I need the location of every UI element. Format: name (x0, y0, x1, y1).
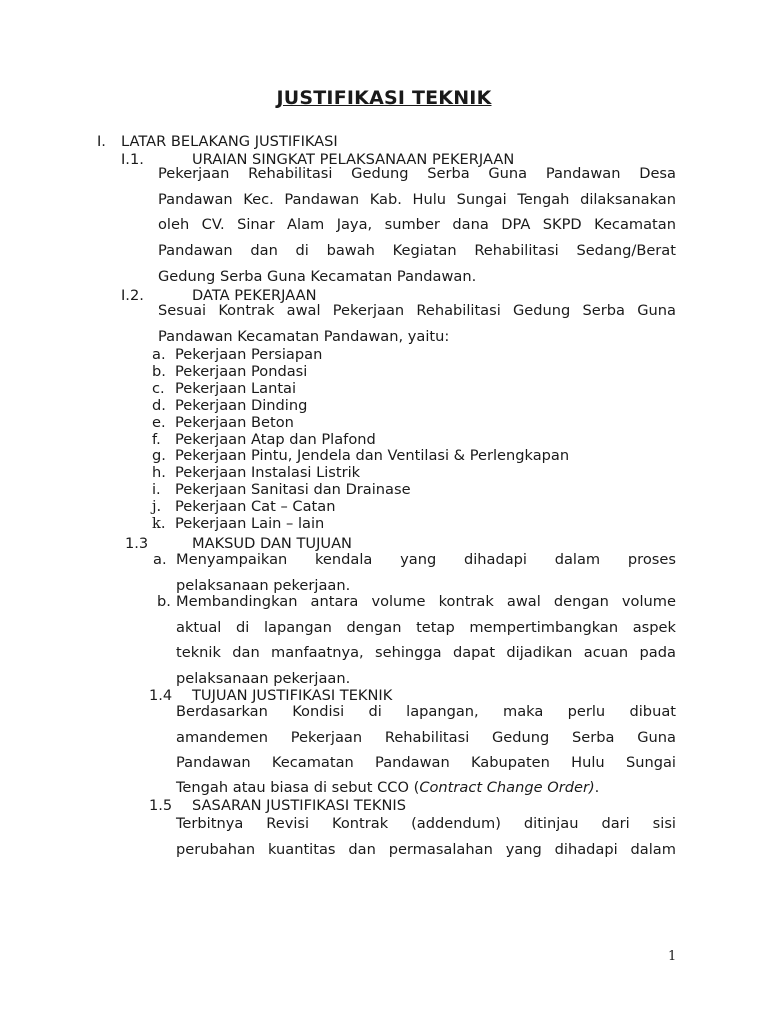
list-item: Pekerjaan Lain – lain (175, 515, 325, 532)
word: dalam (554, 551, 601, 568)
word: Kabupaten (470, 754, 550, 772)
subsection-number: I.1. (121, 151, 144, 168)
word: Sinar (237, 216, 275, 234)
cco-suffix: . (594, 779, 600, 796)
section-heading: LATAR BELAKANG JUSTIFIKASI (121, 133, 338, 150)
word: Serba (427, 165, 470, 182)
word: Kondisi (292, 703, 345, 720)
list-item: Pekerjaan Pintu, Jendela dan Ventilasi & Perlengkapan (175, 447, 570, 465)
word: sehingga (375, 644, 442, 662)
text-line (176, 811, 676, 837)
word: dihadapi (554, 840, 618, 858)
word: dan (232, 644, 260, 662)
word: dalam (630, 840, 676, 858)
word: Gedung (512, 302, 571, 319)
word: Rehabilitasi (474, 242, 559, 260)
word: perubahan (176, 840, 256, 858)
list-marker: c. (152, 379, 165, 397)
word: Sesuai (158, 302, 207, 319)
word: Pekerjaan (158, 165, 230, 182)
word: di (295, 242, 309, 260)
list-item: Pekerjaan Instalasi Listrik (175, 464, 361, 482)
word: dilaksanakan (580, 190, 676, 208)
word: Kecamatan (594, 216, 676, 234)
word: kontrak (438, 593, 494, 610)
word: Guna (488, 165, 528, 182)
subsection-number: 1.3 (125, 535, 149, 552)
word: DPA (501, 216, 531, 234)
subsection-heading: MAKSUD DAN TUJUAN (192, 535, 352, 552)
word: perlu (567, 703, 606, 720)
word: awal (506, 593, 541, 610)
word: pelaksanaan pekerjaan. (176, 576, 351, 594)
word: Hulu (412, 190, 447, 208)
word: Pekerjaan (332, 302, 405, 319)
word: Rehabilitasi (384, 728, 470, 746)
list-marker: g. (152, 447, 166, 465)
word: Membandingkan (176, 593, 298, 610)
word: dengan (346, 618, 402, 636)
word: antara (310, 593, 359, 610)
word: sumber (384, 216, 440, 234)
paragraph-tujuan-last-line (176, 779, 599, 796)
word: SKPD (542, 216, 582, 234)
subsection-heading: DATA PEKERJAAN (192, 287, 317, 304)
word: dan (348, 840, 376, 858)
word: kendala (315, 551, 373, 568)
list-item: Pekerjaan Atap dan Plafond (175, 430, 376, 448)
list-item: Pekerjaan Dinding (175, 396, 308, 414)
word: teknik (176, 644, 221, 662)
list-marker: e. (152, 413, 166, 431)
word: Sedang/Berat (576, 242, 676, 260)
paragraph-tujuan (176, 699, 676, 776)
word: yang (400, 551, 437, 568)
word: dibuat (629, 703, 676, 720)
word: maka (503, 703, 544, 720)
word: pada (639, 644, 676, 662)
word: oleh (158, 216, 190, 234)
list-marker: f. (152, 430, 161, 448)
text-line (158, 238, 676, 264)
word: Rehabilitasi (416, 302, 501, 319)
word: Kab. (369, 190, 402, 208)
page-number: 1 (668, 949, 677, 964)
word: dengan (553, 593, 609, 610)
word: sisi (652, 815, 676, 832)
paragraph-uraian (158, 161, 676, 289)
cco-italic: Contract Change Order) (419, 779, 595, 796)
word: di (236, 618, 250, 636)
word: Tengah (517, 190, 570, 208)
list-item: Pekerjaan Pondasi (175, 362, 308, 380)
list-marker: b. (152, 362, 166, 380)
word: dihadapi (463, 551, 527, 568)
word: volume (621, 593, 676, 610)
word: proses (627, 551, 676, 568)
text-line (176, 547, 676, 573)
text-line (176, 725, 676, 751)
list-marker: h. (152, 464, 166, 482)
list-marker: j. (152, 498, 162, 516)
subsection-number: 1.4 (149, 687, 173, 704)
word: Hulu (571, 754, 605, 772)
word: Pandawan (176, 754, 251, 772)
word: lapangan (263, 618, 332, 636)
list-marker: b. (157, 593, 171, 610)
word: Pandawan (158, 190, 233, 208)
list-marker: i. (152, 481, 161, 499)
list-marker: a. (153, 551, 167, 568)
text-line (176, 699, 676, 725)
word: (addendum) (411, 815, 501, 832)
word: Sungai (625, 754, 676, 772)
word: Guna (637, 302, 676, 319)
word: Gedung (351, 165, 409, 182)
word: di (368, 703, 382, 720)
word: Kec. (243, 190, 274, 208)
text-line (158, 264, 676, 290)
list-item: Pekerjaan Persiapan (175, 346, 323, 363)
list-item: Pekerjaan Sanitasi dan Drainase (175, 481, 411, 499)
word: Gedung (491, 728, 550, 746)
word: Kontrak (332, 815, 389, 832)
word: dari (601, 815, 630, 832)
subsection-number: I.2. (121, 287, 144, 304)
word: ditinjau (523, 815, 579, 832)
section-number: I. (97, 133, 106, 150)
word: Serba (582, 302, 625, 319)
document-title: JUSTIFIKASI TEKNIK (276, 87, 492, 109)
word: aktual (176, 618, 222, 636)
word: Pekerjaan (290, 728, 363, 746)
word: Menyampaikan (176, 551, 288, 568)
list-marker: a. (152, 346, 166, 363)
subsection-heading: SASARAN JUSTIFIKASI TEKNIS (192, 797, 406, 814)
paragraph-sasaran (176, 811, 676, 862)
word: Kontrak (218, 302, 275, 319)
objective-item-b (176, 589, 676, 692)
word: Pandawan (158, 242, 233, 260)
text-line (176, 837, 676, 863)
word: Rehabilitasi (248, 165, 333, 182)
word: dijadikan (506, 644, 573, 662)
subsection-heading: URAIAN SINGKAT PELAKSANAAN PEKERJAAN (192, 151, 515, 168)
word: Terbitnya (176, 815, 244, 832)
word: yang (505, 840, 542, 858)
paragraph-data-pekerjaan (158, 298, 676, 349)
word: Pandawan (545, 165, 621, 182)
word: dana (452, 216, 489, 234)
word: bawah (326, 242, 375, 260)
list-marker: d. (152, 396, 166, 414)
text-line (158, 212, 676, 238)
text-line (158, 298, 676, 324)
word: permasalahan (388, 840, 493, 858)
word: amandemen (176, 728, 269, 746)
word: pelaksanaan pekerjaan. (176, 670, 351, 688)
word: lapangan, (406, 703, 479, 720)
word: Kegiatan (392, 242, 457, 260)
text-line (158, 187, 676, 213)
list-item: Pekerjaan Beton (175, 413, 294, 431)
word: Jaya, (336, 216, 373, 234)
word: Berdasarkan (176, 703, 268, 720)
text-line (176, 589, 676, 615)
word: aspek (632, 618, 676, 636)
list-item: Pekerjaan Cat – Catan (175, 498, 336, 516)
text-line (176, 640, 676, 666)
text-line (158, 161, 676, 187)
word: Pandawan (375, 754, 450, 772)
word: mempertimbangkan (469, 618, 619, 636)
word: awal (286, 302, 321, 319)
text-line (176, 750, 676, 776)
word: CV. (201, 216, 225, 234)
word: Gedung Serba Guna Kecamatan Pandawan. (158, 267, 477, 285)
word: Alam (287, 216, 325, 234)
subsection-heading: TUJUAN JUSTIFIKASI TEKNIK (192, 687, 393, 704)
list-item: Pekerjaan Lantai (175, 379, 297, 397)
list-marker: k. (152, 515, 166, 532)
text-line (176, 615, 676, 641)
word: acuan (583, 644, 629, 662)
subsection-number: 1.5 (149, 797, 173, 814)
word: manfaatnya, (271, 644, 364, 662)
cco-prefix: Tengah atau biasa di sebut CCO ( (176, 779, 420, 796)
word: Sungai (456, 190, 507, 208)
word: Serba (572, 728, 615, 746)
word: tetap (416, 618, 455, 636)
word: dapat (452, 644, 496, 662)
word: volume (371, 593, 426, 610)
word: Revisi (266, 815, 310, 832)
word: Pandawan Kecamatan Pandawan, yaitu: (158, 327, 450, 345)
word: Desa (639, 165, 676, 182)
word: Kecamatan (271, 754, 354, 772)
word: dan (250, 242, 278, 260)
word: Guna (637, 728, 676, 746)
word: kuantitas (268, 840, 336, 858)
word: Pandawan (284, 190, 360, 208)
